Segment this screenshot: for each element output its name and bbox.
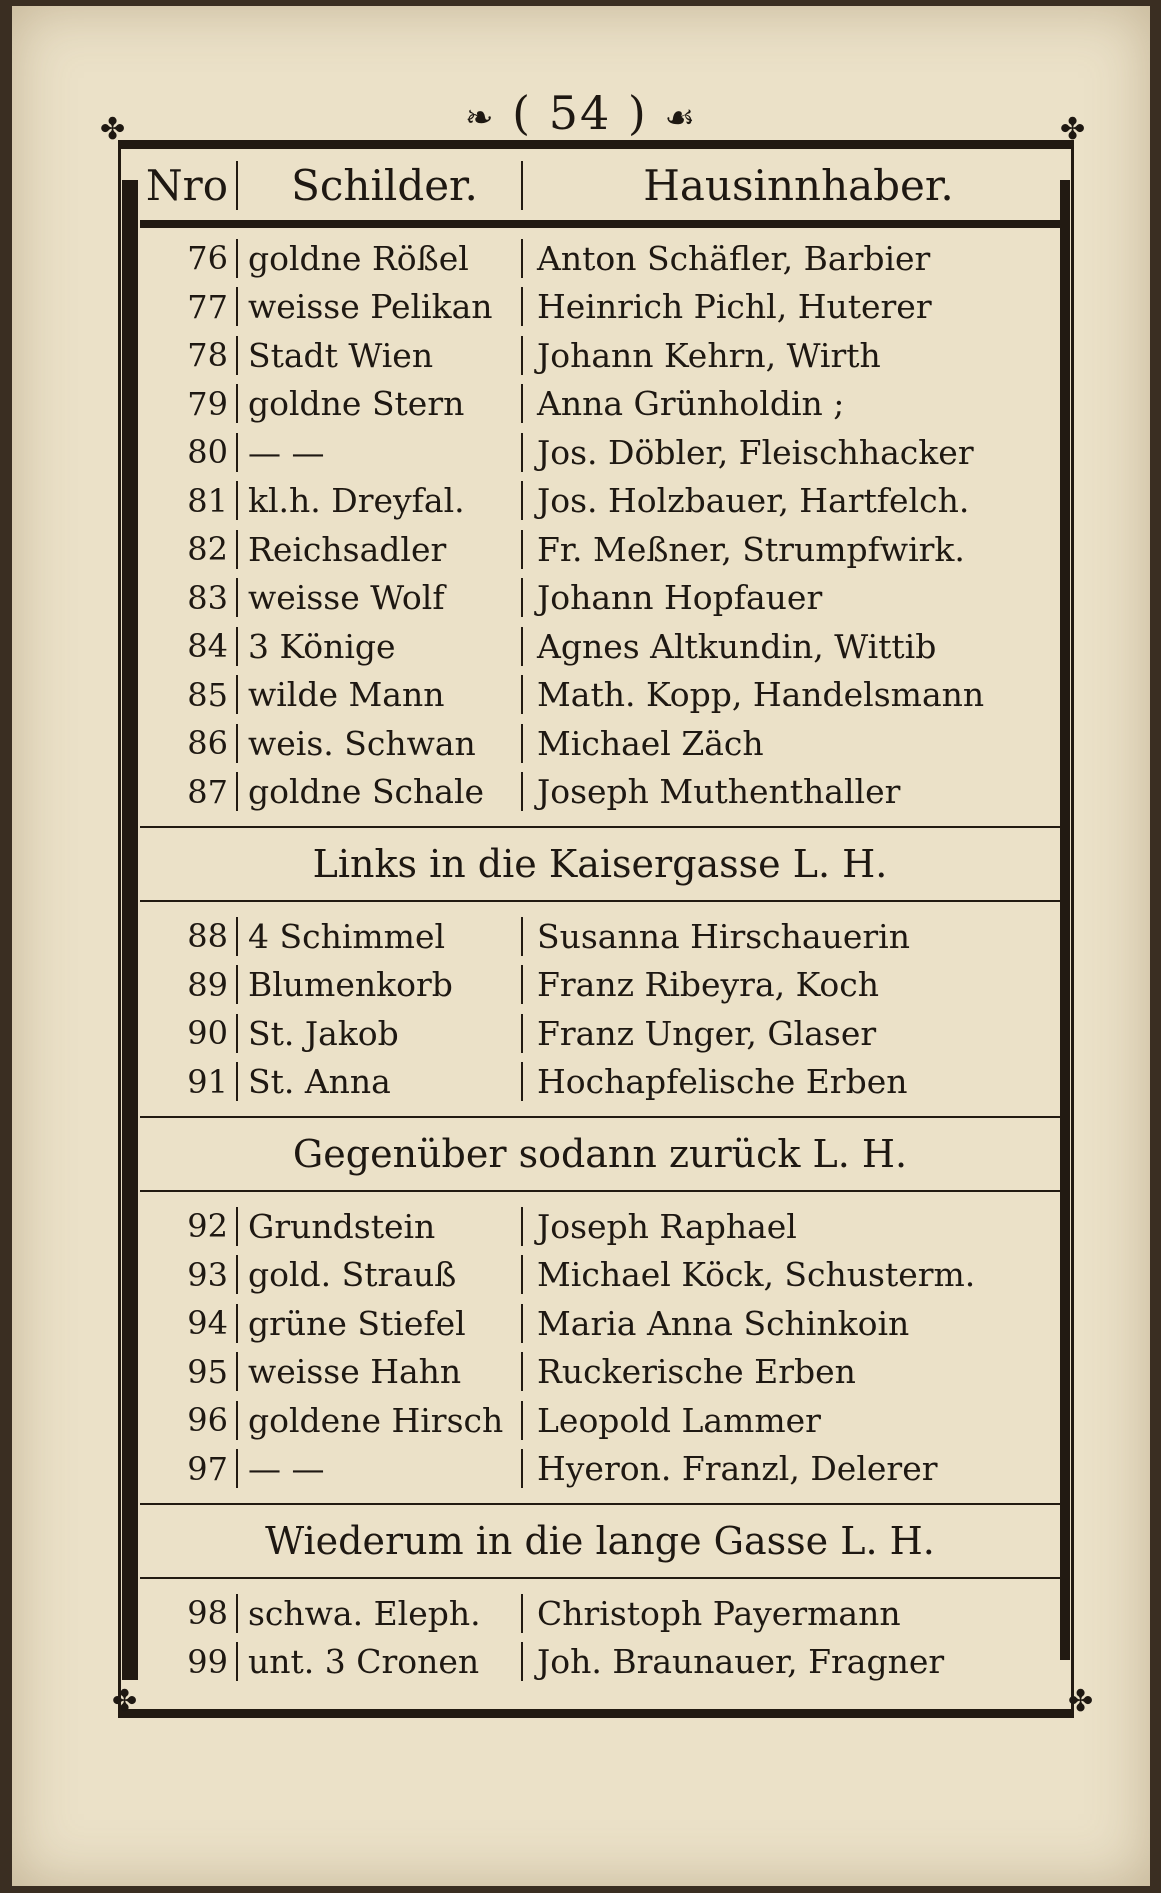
corner-ornament-icon: ✤	[112, 1684, 138, 1719]
house-table	[140, 150, 1060, 1692]
house-owner: Joh. Braunauer, Fragner	[521, 1642, 1060, 1681]
house-owner: Agnes Altkundin, Wittib	[521, 627, 1060, 666]
table-row	[140, 961, 1060, 1010]
house-sign: weisse Pelikan	[236, 287, 521, 326]
house-owner: Johann Kehrn, Wirth	[521, 336, 1060, 375]
house-number: 83	[187, 578, 228, 617]
right-ornament-icon: ☙	[664, 98, 697, 138]
house-number: 96	[187, 1401, 228, 1440]
section-heading-1: Links in die Kaisergasse L. H.	[140, 826, 1060, 902]
house-owner: Maria Anna Schinkoin	[521, 1304, 1060, 1343]
header-hausinnhaber: Hausinnhaber.	[521, 161, 1060, 210]
table-row	[140, 1348, 1060, 1397]
table-row	[140, 525, 1060, 574]
house-sign: goldne Stern	[236, 384, 521, 423]
page-number: ( 54 )	[512, 86, 648, 140]
house-owner: Hochapfelische Erben	[521, 1062, 1060, 1101]
house-sign: 4 Schimmel	[236, 917, 521, 956]
table-row	[140, 428, 1060, 477]
table-row	[140, 1396, 1060, 1445]
corner-ornament-icon: ✤	[1068, 1684, 1094, 1719]
house-owner: Joseph Raphael	[521, 1207, 1060, 1246]
house-owner: Michael Köck, Schusterm.	[521, 1255, 1060, 1294]
house-owner: Franz Unger, Glaser	[521, 1014, 1060, 1053]
table-row	[140, 477, 1060, 526]
page-header	[12, 86, 1150, 140]
house-owner: Anna Grünholdin ;	[521, 384, 1060, 423]
table-row	[140, 1638, 1060, 1687]
house-sign: Stadt Wien	[236, 336, 521, 375]
house-sign: goldne Rößel	[236, 239, 521, 278]
table-row	[140, 719, 1060, 768]
house-sign: weis. Schwan	[236, 724, 521, 763]
left-ornament-icon: ❧	[465, 98, 496, 138]
house-owner: Susanna Hirschauerin	[521, 917, 1060, 956]
house-sign: St. Jakob	[236, 1014, 521, 1053]
house-sign: schwa. Eleph.	[236, 1594, 521, 1633]
house-sign: St. Anna	[236, 1062, 521, 1101]
house-sign: weisse Hahn	[236, 1352, 521, 1391]
header-schilder: Schilder.	[236, 161, 521, 210]
house-number: 86	[187, 724, 228, 763]
section-heading-2: Gegenüber sodann zurück L. H.	[140, 1116, 1060, 1192]
table-row	[140, 331, 1060, 380]
house-sign: Blumenkorb	[236, 965, 521, 1004]
table-row	[140, 1009, 1060, 1058]
house-owner: Jos. Holzbauer, Hartfelch.	[521, 481, 1060, 520]
house-owner: Ruckerische Erben	[521, 1352, 1060, 1391]
table-row	[140, 1202, 1060, 1251]
house-owner: Hyeron. Franzl, Delerer	[521, 1449, 1060, 1488]
house-number: 80	[187, 433, 228, 472]
house-sign: goldne Schale	[236, 772, 521, 811]
table-row	[140, 1589, 1060, 1638]
table-row	[140, 671, 1060, 720]
house-number: 76	[187, 239, 228, 278]
house-owner: Anton Schäfler, Barbier	[521, 239, 1060, 278]
house-sign: wilde Mann	[236, 675, 521, 714]
house-number: 79	[187, 384, 228, 423]
house-number: 92	[187, 1207, 228, 1246]
house-number: 98	[187, 1594, 228, 1633]
house-number: 77	[187, 287, 228, 326]
house-number: 89	[187, 965, 228, 1004]
house-number: 90	[187, 1014, 228, 1053]
table-row	[140, 1299, 1060, 1348]
table-row	[140, 234, 1060, 283]
table-row	[140, 1251, 1060, 1300]
row-group-1	[140, 228, 1060, 822]
house-number: 82	[187, 530, 228, 569]
house-number: 87	[187, 772, 228, 811]
house-sign: — —	[236, 433, 521, 472]
table-row	[140, 622, 1060, 671]
house-number: 88	[187, 917, 228, 956]
house-sign: weisse Wolf	[236, 578, 521, 617]
house-owner: Johann Hopfauer	[521, 578, 1060, 617]
house-number: 99	[187, 1642, 228, 1681]
house-sign: — —	[236, 1449, 521, 1488]
house-number: 78	[187, 336, 228, 375]
row-group-2	[140, 906, 1060, 1112]
table-header	[140, 150, 1060, 228]
house-number: 84	[187, 627, 228, 666]
table-row	[140, 768, 1060, 817]
house-owner: Franz Ribeyra, Koch	[521, 965, 1060, 1004]
house-number: 81	[187, 481, 228, 520]
row-group-4	[140, 1583, 1060, 1692]
section-heading-3: Wiederum in die lange Gasse L. H.	[140, 1503, 1060, 1579]
table-row	[140, 912, 1060, 961]
house-owner: Jos. Döbler, Fleischhacker	[521, 433, 1060, 472]
house-owner: Leopold Lammer	[521, 1401, 1060, 1440]
house-sign: goldene Hirsch	[236, 1401, 521, 1440]
table-row	[140, 380, 1060, 429]
house-sign: gold. Strauß	[236, 1255, 521, 1294]
house-sign: grüne Stiefel	[236, 1304, 521, 1343]
header-nr: Nro	[145, 160, 228, 210]
house-sign: unt. 3 Cronen	[236, 1642, 521, 1681]
house-owner: Heinrich Pichl, Huterer	[521, 287, 1060, 326]
house-number: 91	[187, 1062, 228, 1101]
house-number: 85	[187, 675, 228, 714]
row-group-3	[140, 1196, 1060, 1499]
table-row	[140, 574, 1060, 623]
house-owner: Math. Kopp, Handelsmann	[521, 675, 1060, 714]
corner-ornament-icon: ✤	[1060, 112, 1086, 147]
frame-right-bar	[1060, 180, 1070, 1660]
house-sign: Grundstein	[236, 1207, 521, 1246]
house-sign: Reichsadler	[236, 530, 521, 569]
corner-ornament-icon: ✤	[100, 112, 126, 147]
house-number: 94	[187, 1304, 228, 1343]
table-row	[140, 283, 1060, 332]
house-number: 95	[187, 1352, 228, 1391]
table-row	[140, 1058, 1060, 1107]
house-owner: Fr. Meßner, Strumpfwirk.	[521, 530, 1060, 569]
table-row	[140, 1445, 1060, 1494]
house-number: 97	[187, 1449, 228, 1488]
frame-left-bar	[122, 180, 138, 1680]
house-owner: Christoph Payermann	[521, 1594, 1060, 1633]
house-sign: kl.h. Dreyfal.	[236, 481, 521, 520]
house-sign: 3 Könige	[236, 627, 521, 666]
house-owner: Michael Zäch	[521, 724, 1060, 763]
house-number: 93	[187, 1255, 228, 1294]
house-owner: Joseph Muthenthaller	[521, 772, 1060, 811]
